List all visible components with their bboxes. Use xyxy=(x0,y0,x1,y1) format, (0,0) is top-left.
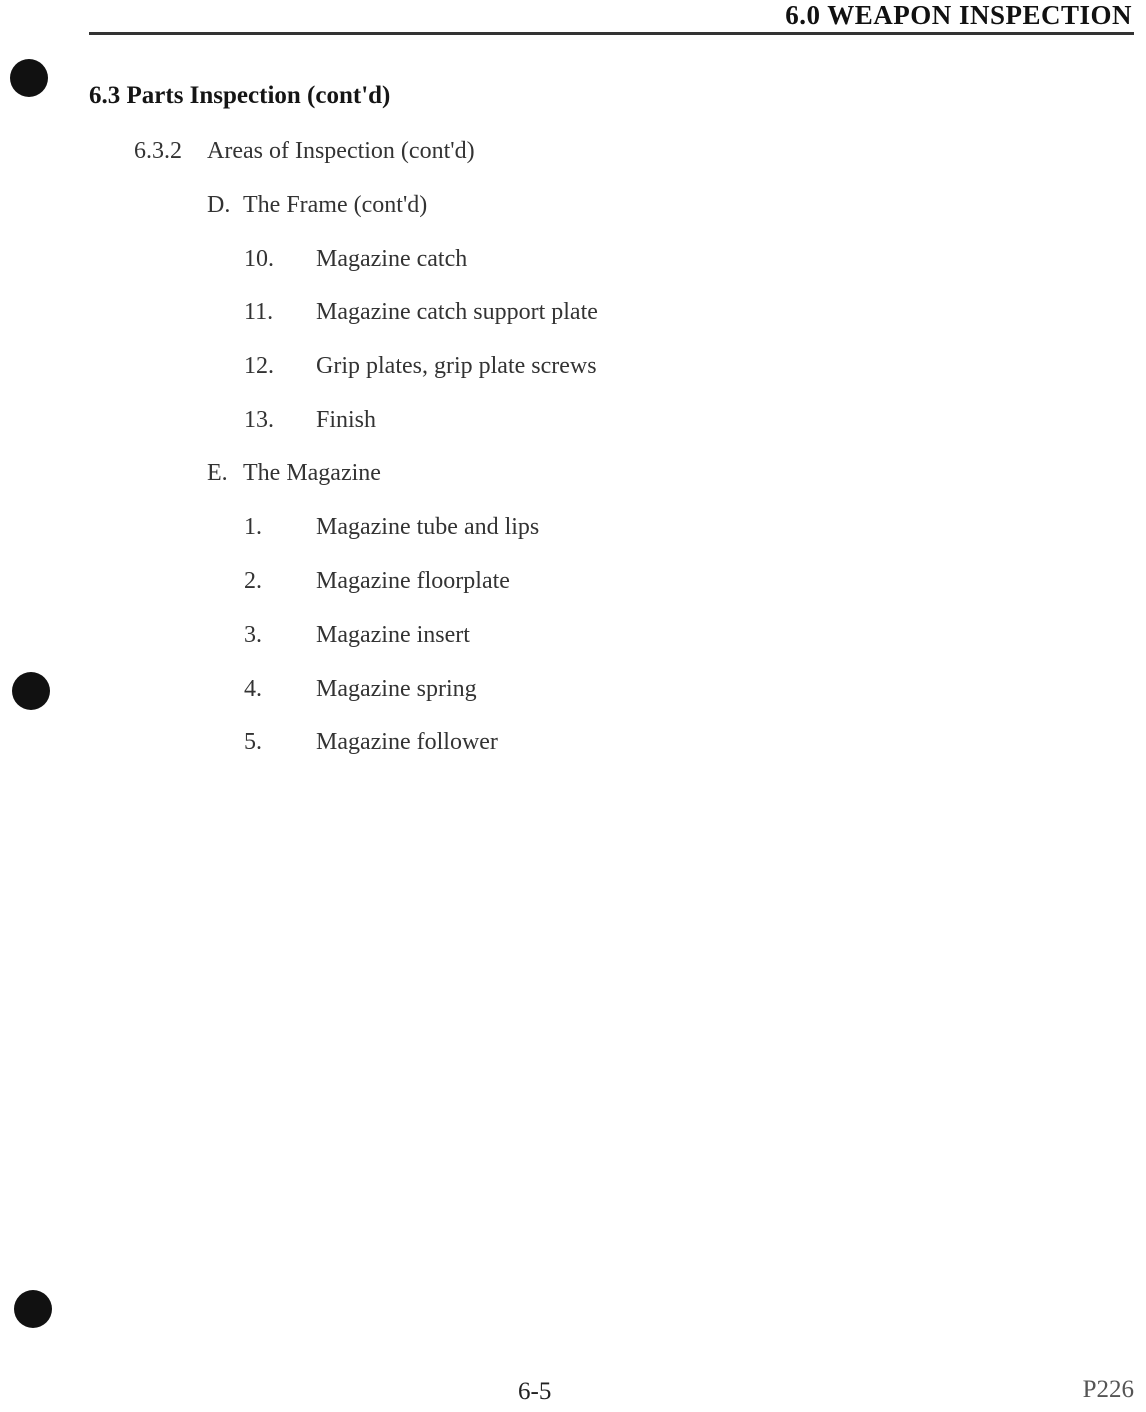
subsection-title: Areas of Inspection (cont'd) xyxy=(207,138,475,164)
item-text: Grip plates, grip plate screws xyxy=(316,353,597,379)
group-title: The Frame (cont'd) xyxy=(243,192,428,218)
list-item xyxy=(244,514,539,541)
list-item xyxy=(244,568,510,595)
item-text: Magazine spring xyxy=(316,676,477,702)
item-number: 2. xyxy=(244,568,262,594)
list-item xyxy=(244,246,467,273)
item-text: Magazine tube and lips xyxy=(316,514,540,540)
item-text: Magazine catch xyxy=(316,246,468,272)
item-number: 11. xyxy=(244,299,274,325)
chapter-header: 6.0 WEAPON INSPECTION xyxy=(785,0,1132,30)
list-item xyxy=(244,676,477,703)
group-title: The Magazine xyxy=(243,460,381,486)
list-item xyxy=(244,299,598,326)
header-divider xyxy=(89,32,1134,35)
subsection-heading xyxy=(134,138,475,165)
section-title: 6.3 Parts Inspection (cont'd) xyxy=(89,82,391,109)
document-id: P226 xyxy=(1082,1376,1134,1403)
group-letter: E. xyxy=(207,460,228,486)
binder-hole-top xyxy=(10,59,48,97)
list-item xyxy=(244,407,376,434)
item-text: Magazine follower xyxy=(316,729,498,755)
item-text: Magazine catch support plate xyxy=(316,299,598,325)
item-number: 10. xyxy=(244,246,274,272)
binder-hole-middle xyxy=(12,672,50,710)
item-number: 3. xyxy=(244,622,262,648)
subsection-number: 6.3.2 xyxy=(134,138,182,164)
group-letter: D. xyxy=(207,192,231,218)
item-text: Finish xyxy=(316,407,377,433)
item-number: 1. xyxy=(244,514,262,540)
item-number: 5. xyxy=(244,729,262,755)
list-item xyxy=(244,622,470,649)
page-number: 6-5 xyxy=(518,1378,552,1405)
item-text: Magazine floorplate xyxy=(316,568,510,594)
group-heading-magazine xyxy=(207,460,381,487)
item-number: 13. xyxy=(244,407,274,433)
group-heading-frame xyxy=(207,192,427,219)
list-item xyxy=(244,353,597,380)
item-text: Magazine insert xyxy=(316,622,470,648)
item-number: 12. xyxy=(244,353,274,379)
item-number: 4. xyxy=(244,676,262,702)
list-item xyxy=(244,729,498,756)
binder-hole-bottom xyxy=(14,1290,52,1328)
